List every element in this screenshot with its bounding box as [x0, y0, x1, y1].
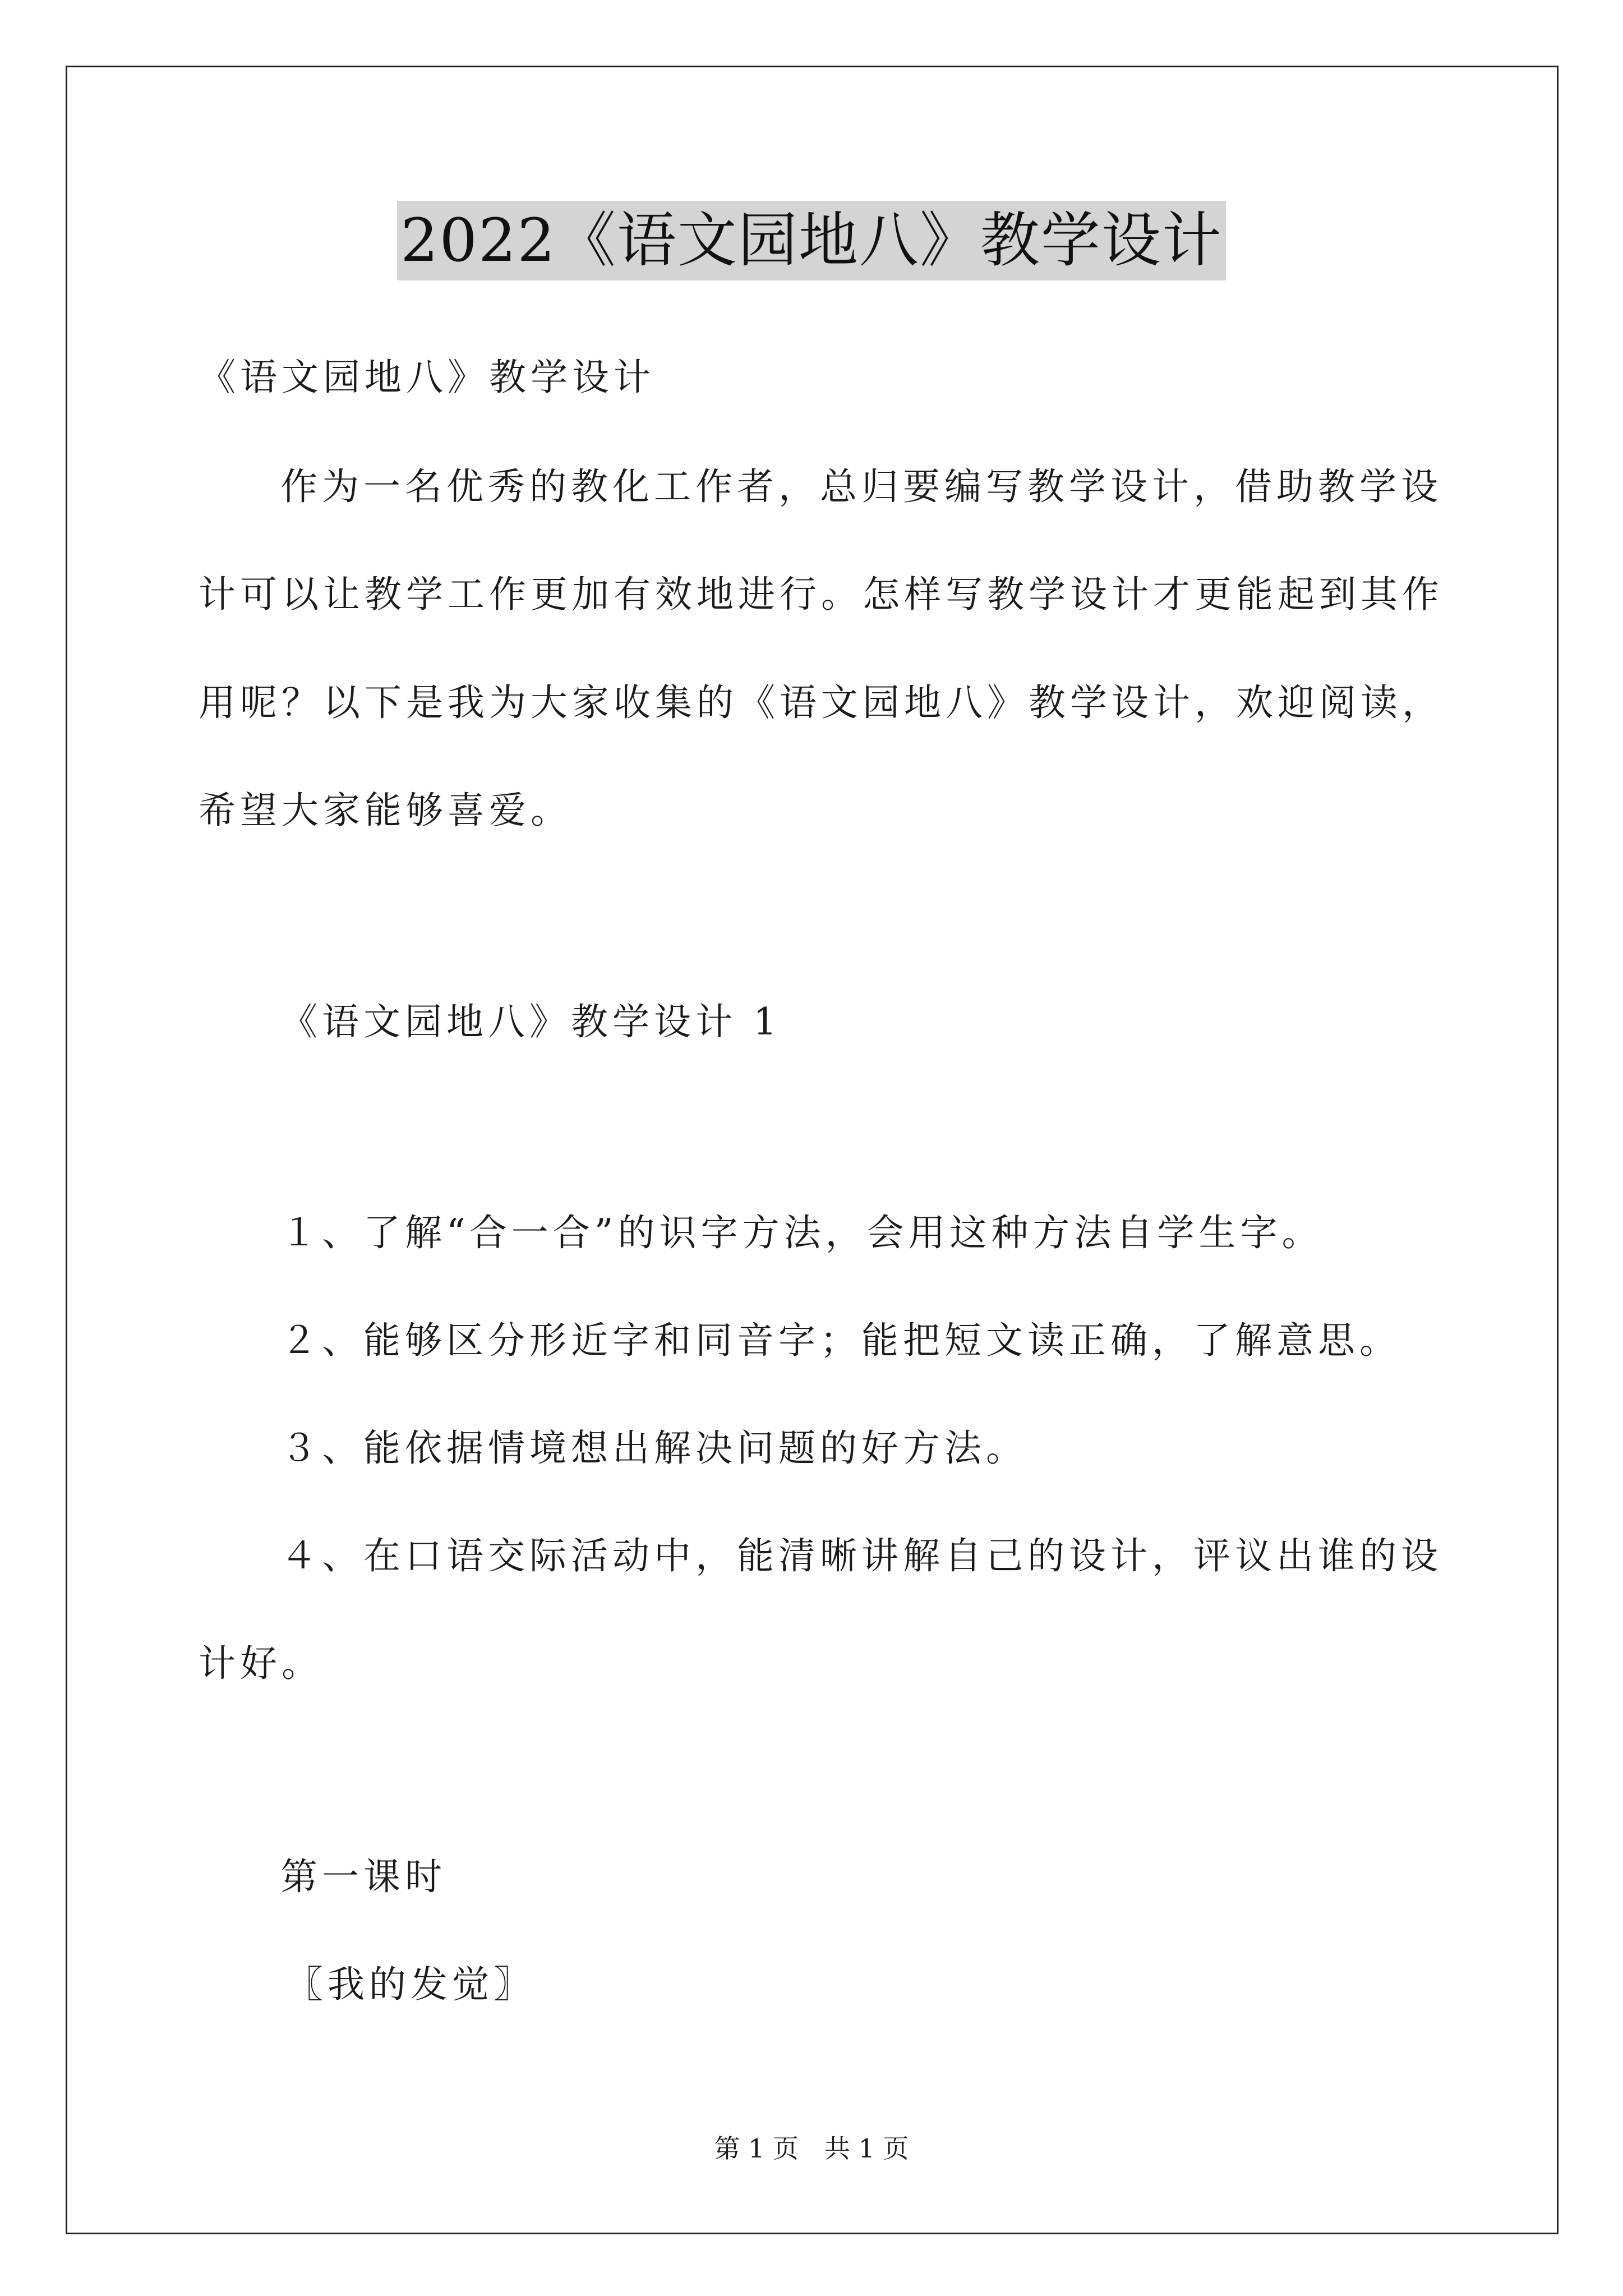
activity-heading: 〖我的发觉〗 [286, 1963, 535, 2006]
page-footer: 第 1 页 共 1 页 [714, 2133, 909, 2164]
intro-line-3: 用呢？以下是我为大家收集的《语文园地八》教学设计，欢迎阅读， [199, 681, 1444, 724]
intro-line-4: 希望大家能够喜爱。 [199, 789, 572, 832]
intro-line-2: 计可以让教学工作更加有效地进行。怎样写教学设计才更能起到其作 [199, 573, 1444, 616]
objective-4: ４、在口语交际活动中，能清晰讲解自己的设计，评议出谁的设 [280, 1534, 1442, 1577]
objective-3: ３、能依据情境想出解决问题的好方法。 [280, 1427, 1027, 1470]
title-container [0, 201, 1623, 280]
objective-2: ２、能够区分形近字和同音字；能把短文读正确，了解意思。 [280, 1319, 1401, 1362]
document-subtitle: 《语文园地八》教学设计 [199, 356, 655, 399]
objective-1: １、了解“合一合”的识字方法，会用这种方法自学生字。 [280, 1211, 1324, 1254]
lesson-heading: 第一课时 [280, 1855, 446, 1898]
objective-4-continued: 计好。 [199, 1642, 323, 1685]
document-title: 2022《语文园地八》教学设计 [397, 201, 1226, 280]
section-heading: 《语文园地八》教学设计 1 [280, 1000, 781, 1043]
intro-line-1: 作为一名优秀的教化工作者，总归要编写教学设计，借助教学设 [280, 465, 1442, 508]
